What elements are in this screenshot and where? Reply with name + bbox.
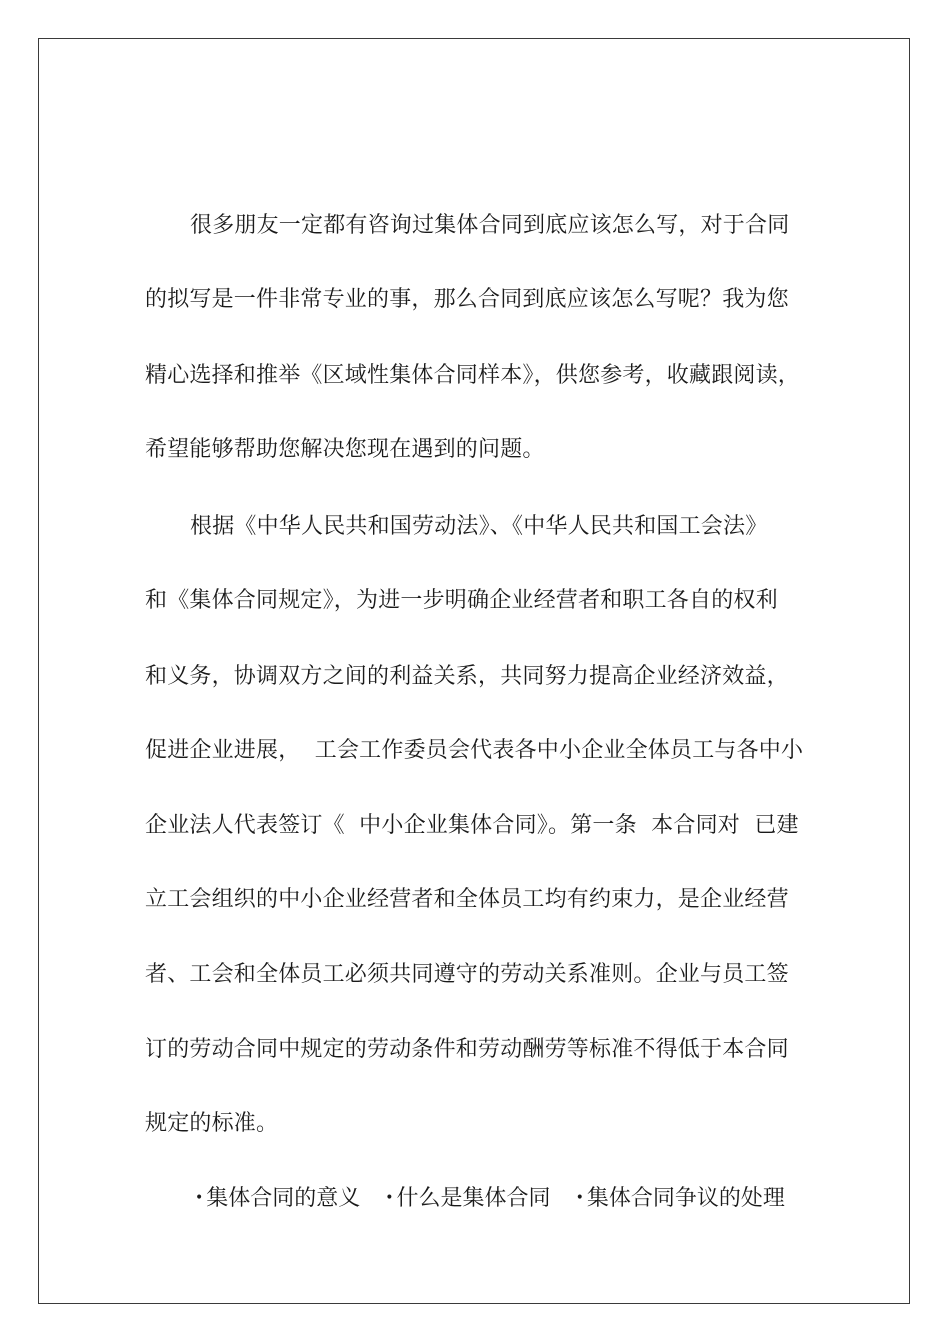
text-line: 很多朋友一定都有咨询过集体合同到底应该怎么写，对于合同: [190, 213, 790, 238]
text-line: 企业法人代表签订《 中小企业集体合同》。第一条 本合同对 已建: [145, 813, 799, 838]
text-line: 精心选择和推举《区域性集体合同样本》，供您参考，收藏跟阅读，: [145, 363, 801, 388]
related-link-label: 集体合同的意义: [206, 1186, 361, 1211]
bullet-dot-icon: •: [195, 1190, 204, 1206]
related-link-dispute[interactable]: [576, 1183, 785, 1214]
text-line: 立工会组织的中小企业经营者和全体员工均有约束力，是企业经营: [145, 887, 789, 912]
related-link-label: 集体合同争议的处理: [586, 1186, 785, 1211]
text-line: 和《集体合同规定》，为进一步明确企业经营者和职工各自的权利: [145, 588, 778, 613]
bullet-dot-icon: •: [385, 1190, 394, 1206]
related-link-definition[interactable]: [385, 1183, 550, 1214]
text-line: 希望能够帮助您解决您现在遇到的问题。: [145, 437, 545, 462]
text-line: 和义务，协调双方之间的利益关系，共同努力提高企业经济效益，: [145, 664, 789, 689]
text-line: 促进企业进展， 工会工作委员会代表各中小企业全体员工与各中小: [145, 738, 804, 763]
related-link-meaning[interactable]: [195, 1183, 360, 1214]
text-line: 规定的标准。: [145, 1111, 279, 1136]
related-links: [195, 1183, 785, 1214]
bullet-dot-icon: •: [575, 1190, 584, 1206]
related-link-label: 什么是集体合同: [396, 1186, 551, 1211]
text-line: 根据《中华人民共和国劳动法》、《中华人民共和国工会法》: [190, 514, 768, 539]
text-line: 者、工会和全体员工必须共同遵守的劳动关系准则。企业与员工签: [145, 962, 789, 987]
text-line: 订的劳动合同中规定的劳动条件和劳动酬劳等标准不得低于本合同: [145, 1037, 789, 1062]
text-line: 的拟写是一件非常专业的事，那么合同到底应该怎么写呢？我为您: [145, 287, 789, 312]
